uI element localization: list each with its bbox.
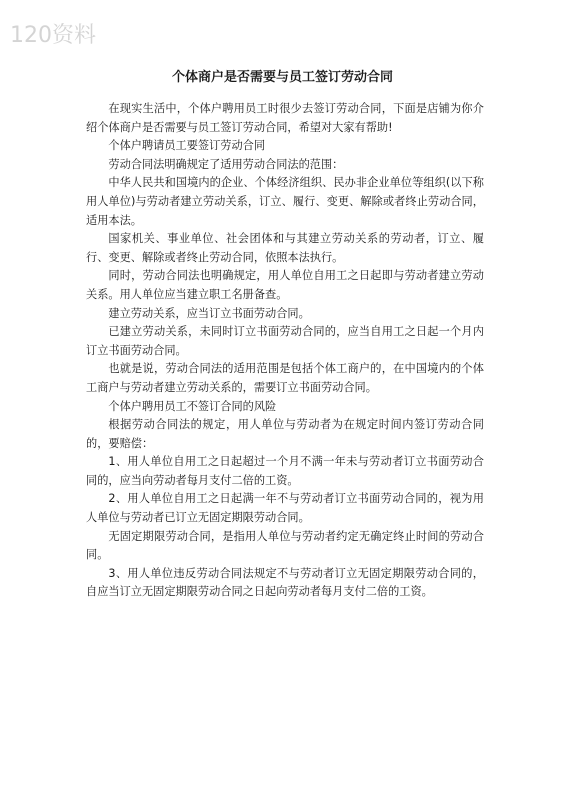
paragraph: 建立劳动关系，应当订立书面劳动合同。 bbox=[108, 306, 310, 320]
list-item: 3、用人单位违反劳动合同法规定不与劳动者订立无固定期限劳动合同的，自应当订立无固定期限劳动合同之日起向劳动者每月支付二倍的工资。 bbox=[86, 566, 484, 599]
paragraph: 中华人民共和国境内的企业、个体经济组织、民办非企业单位等组织(以下称用人单位)与劳动者建立劳动关系，订立、履行、变更、解除或者终止劳动合同，适用本法。 bbox=[86, 176, 484, 227]
paragraph: 同时，劳动合同法也明确规定，用人单位自用工之日起即与劳动者建立劳动关系。用人单位应当建立职工名册备查。 bbox=[86, 269, 484, 301]
paragraph: 也就是说，劳动合同法的适用范围是包括个体工商户的，在中国境内的个体工商户与劳动者建立劳动关系的，需要订立书面劳动合同。 bbox=[86, 362, 484, 394]
list-item: 2、用人单位自用工之日起满一年不与劳动者订立书面劳动合同的，视为用人单位与劳动者已订立无固定期限劳动合同。 bbox=[86, 492, 484, 525]
section-heading: 个体户聘用员工不签订合同的风险 bbox=[108, 399, 277, 413]
watermark-logo: 120资料 bbox=[10, 23, 96, 48]
paragraph: 无固定期限劳动合同，是指用人单位与劳动者约定无确定终止时间的劳动合同。 bbox=[86, 529, 484, 562]
document-title: 个体商户是否需要与员工签订劳动合同 bbox=[171, 70, 393, 85]
paragraph: 根据劳动合同法的规定，用人单位与劳动者为在规定时间内签订劳动合同的，要赔偿： bbox=[86, 418, 484, 450]
document-body bbox=[86, 100, 484, 602]
paragraph: 已建立劳动关系，未同时订立书面劳动合同的，应当自用工之日起一个月内订立书面劳动合同。 bbox=[86, 325, 484, 357]
paragraph: 国家机关、事业单位、社会团体和与其建立劳动关系的劳动者，订立、履行、变更、解除或者终止劳动合同，依照本法执行。 bbox=[86, 232, 484, 264]
section-heading: 个体户聘请员工要签订劳动合同 bbox=[108, 139, 266, 153]
list-item: 1、用人单位自用工之日起超过一个月不满一年未与劳动者订立书面劳动合同的，应当向劳动者每月支付二倍的工资。 bbox=[86, 455, 484, 487]
paragraph: 在现实生活中，个体户聘用员工时很少去签订劳动合同，下面是店铺为你介绍个体商户是否需要与员工签订劳动合同，希望对大家有帮助! bbox=[86, 102, 484, 134]
paragraph: 劳动合同法明确规定了适用劳动合同法的范围： bbox=[108, 157, 344, 171]
